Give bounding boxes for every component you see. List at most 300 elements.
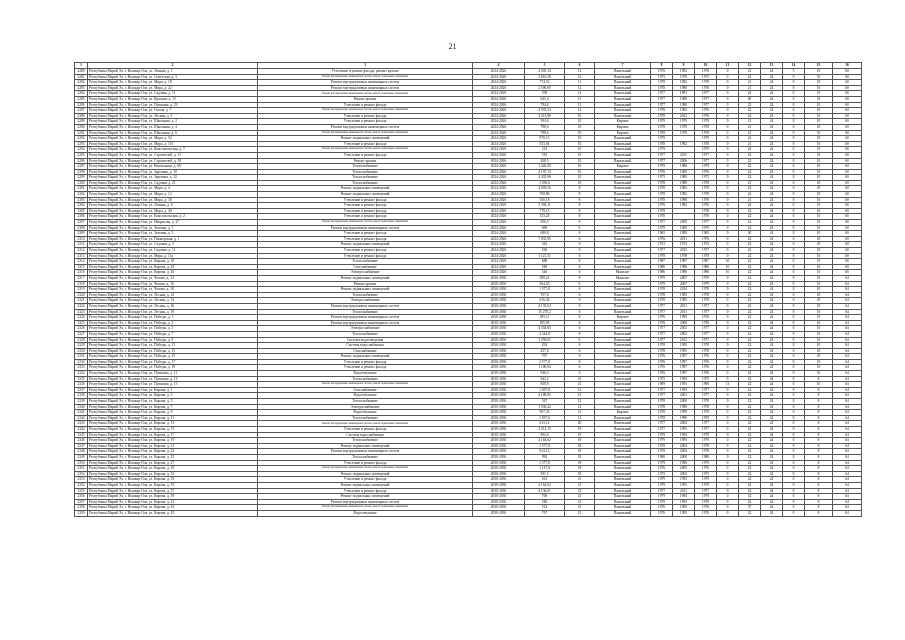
table-cell: 1 147,8 bbox=[525, 466, 565, 472]
table-cell: 1995 bbox=[673, 315, 695, 321]
table-cell: 24 bbox=[761, 119, 783, 125]
table-cell: 60 bbox=[833, 208, 862, 214]
table-cell: 1 056,6 bbox=[525, 180, 565, 186]
column-header: 3 bbox=[258, 63, 473, 69]
table-cell: 22 bbox=[739, 292, 761, 298]
table-cell: 1977 bbox=[695, 309, 717, 315]
table-cell: Республика Марий Эл, г. Йошкар-Ола, ул. Мира, д. 40 bbox=[88, 208, 258, 214]
table-cell: 24 bbox=[761, 85, 783, 91]
table-cell: 0 bbox=[783, 477, 805, 483]
table-cell: 1978 bbox=[695, 449, 717, 455]
table-cell: 1985 bbox=[673, 298, 695, 304]
table-cell: 2024-2026 bbox=[473, 236, 525, 242]
table-cell: 2024-2026 bbox=[473, 180, 525, 186]
table-cell: 24 bbox=[761, 505, 783, 511]
table-cell: 0 bbox=[717, 102, 739, 108]
table-cell: 1978 bbox=[695, 415, 717, 421]
table-cell: Электроснабжение bbox=[258, 404, 473, 410]
table-cell: 22 bbox=[739, 348, 761, 354]
table-cell: 1 577,8 bbox=[525, 460, 565, 466]
table-cell: 64 bbox=[833, 494, 862, 500]
table-cell: 0 bbox=[717, 415, 739, 421]
table-cell: 4 197,13 bbox=[525, 169, 565, 175]
table-cell: Теплоснабжение bbox=[258, 399, 473, 405]
table-cell: 24 bbox=[761, 421, 783, 427]
table-cell: 8 bbox=[805, 505, 833, 511]
table-cell: Республика Марий Эл, г. Йошкар-Ола, ул. Лесная, д. 16 bbox=[88, 303, 258, 309]
table-cell: 5 bbox=[783, 69, 805, 75]
table-cell: 2315 bbox=[75, 264, 88, 270]
table-cell: 0 bbox=[783, 169, 805, 175]
table-cell: 22 bbox=[739, 510, 761, 516]
table-cell: 1977 bbox=[651, 152, 673, 158]
table-cell: 10 bbox=[805, 74, 833, 80]
table-cell: 21 bbox=[739, 197, 761, 203]
table-cell: Утепление и ремонт фасада bbox=[258, 152, 473, 158]
table-cell: 2316 bbox=[75, 270, 88, 276]
table-cell: 2030-2030 bbox=[473, 482, 525, 488]
table-cell: 64 bbox=[833, 471, 862, 477]
page-number: 21 bbox=[448, 42, 457, 51]
table-cell: 2000 bbox=[673, 454, 695, 460]
table-cell: 4 003,56 bbox=[525, 186, 565, 192]
table-cell: 24 bbox=[761, 477, 783, 483]
table-cell: 24 bbox=[761, 220, 783, 226]
table-cell: 24 bbox=[761, 343, 783, 349]
table-cell: 0 bbox=[717, 387, 739, 393]
table-cell: Ремонт подвальных помещений bbox=[258, 494, 473, 500]
table-cell: Панельный bbox=[595, 432, 651, 438]
table-cell: 0 bbox=[783, 454, 805, 460]
table-cell: 0 bbox=[783, 152, 805, 158]
table-cell: 60 bbox=[833, 102, 862, 108]
table-cell: 10 bbox=[565, 141, 595, 147]
table-cell: 1975 bbox=[695, 376, 717, 382]
table-cell: 24 bbox=[761, 264, 783, 270]
table-cell: 64 bbox=[833, 337, 862, 343]
table-cell: 1978 bbox=[651, 253, 673, 259]
table-cell: Утепление и ремонт фасада bbox=[258, 102, 473, 108]
table-cell: 24 bbox=[761, 208, 783, 214]
table-cell: Ремонт внутридомовых инженерных систем, ремонт подвальных помещений bbox=[258, 505, 473, 511]
table-cell: 1979 bbox=[695, 281, 717, 287]
table-cell: 8 bbox=[805, 499, 833, 505]
table-cell: Республика Марий Эл, г. Йошкар-Ола, ул. Кирова, д. 1 bbox=[88, 387, 258, 393]
table-cell: 2030-2030 bbox=[473, 298, 525, 304]
table-cell: 2342 bbox=[75, 415, 88, 421]
table-cell: 774,52 bbox=[525, 80, 565, 86]
table-cell: 2030-2030 bbox=[473, 421, 525, 427]
table-cell: Республика Марий Эл, г. Йошкар-Ола, ул. Победы, д. 11 bbox=[88, 343, 258, 349]
table-cell: Ремонт подвальных помещений bbox=[258, 443, 473, 449]
table-cell: 24 bbox=[761, 270, 783, 276]
table-cell: 1978 bbox=[695, 208, 717, 214]
table-cell: 0 bbox=[717, 147, 739, 153]
table-cell: 2024-2026 bbox=[473, 164, 525, 170]
table-cell: 2015 bbox=[673, 152, 695, 158]
table-cell: 4 334,83 bbox=[525, 326, 565, 332]
table-cell: Республика Марий Эл, г. Йошкар-Ола, ул. Гоголя, д. 7 bbox=[88, 108, 258, 114]
table-cell: 64 bbox=[833, 320, 862, 326]
table-cell: 2336 bbox=[75, 382, 88, 388]
table-cell: 1975 bbox=[651, 471, 673, 477]
table-cell: 1975 bbox=[651, 376, 673, 382]
table-cell: 543 bbox=[525, 242, 565, 248]
table-cell: 8 bbox=[805, 393, 833, 399]
table-cell: 3 394,11 bbox=[525, 203, 565, 209]
table-cell: 2348 bbox=[75, 449, 88, 455]
table-cell: 22 bbox=[739, 113, 761, 119]
table-cell: 22 bbox=[739, 303, 761, 309]
table-cell: Республика Марий Эл, г. Йошкар-Ола, ул. Мира, д. 4 bbox=[88, 186, 258, 192]
table-cell: 0 bbox=[783, 471, 805, 477]
table-cell: 2332 bbox=[75, 359, 88, 365]
table-cell: Республика Марий Эл, г. Йошкар-Ола, ул. Кирова, д. 39 bbox=[88, 494, 258, 500]
table-cell: Республика Марий Эл, г. Йошкар-Ола, ул. Комсомольская, д. 2 bbox=[88, 214, 258, 220]
table-cell: Панельный bbox=[595, 203, 651, 209]
table-cell: 1993 bbox=[673, 482, 695, 488]
table-cell: 1982 bbox=[673, 69, 695, 75]
table-cell: Ремонт внутридомовых инженерных систем, ремонт подвальных помещений bbox=[258, 220, 473, 226]
table-cell: 2007 bbox=[673, 281, 695, 287]
table-cell: 2030-2030 bbox=[473, 387, 525, 393]
table-cell: 1976 bbox=[695, 371, 717, 377]
table-cell: 6 bbox=[565, 242, 595, 248]
table-cell: 2290 bbox=[75, 124, 88, 130]
table-cell: 60 bbox=[833, 108, 862, 114]
table-cell: Водоотведение bbox=[258, 371, 473, 377]
table-cell: 2298 bbox=[75, 169, 88, 175]
table-cell: 60 bbox=[833, 158, 862, 164]
table-cell: 1977 bbox=[695, 91, 717, 97]
table-cell: 6 bbox=[565, 337, 595, 343]
table-cell: 0 bbox=[783, 292, 805, 298]
table-cell: Панельный bbox=[595, 326, 651, 332]
table-cell: 10 bbox=[565, 119, 595, 125]
table-cell: 6 bbox=[565, 365, 595, 371]
table-container bbox=[74, 62, 862, 517]
table-cell: 24 bbox=[761, 113, 783, 119]
table-cell: 1969 bbox=[651, 382, 673, 388]
table-cell: 1987 bbox=[673, 259, 695, 265]
table-cell: 1977 bbox=[695, 337, 717, 343]
table-cell: 1996 bbox=[673, 460, 695, 466]
table-cell: 2337 bbox=[75, 387, 88, 393]
table-cell: 1977 bbox=[651, 248, 673, 254]
table-cell: Утепление и ремонт фасада bbox=[258, 488, 473, 494]
table-cell: 1976 bbox=[695, 505, 717, 511]
table-cell: 64 bbox=[833, 415, 862, 421]
table-cell: 0 bbox=[783, 382, 805, 388]
table-cell: 0 bbox=[783, 510, 805, 516]
table-cell: Республика Марий Эл, г. Йошкар-Ола, ул. Кирова, д. 19 bbox=[88, 438, 258, 444]
table-cell: 2030-2030 bbox=[473, 494, 525, 500]
table-cell: 32 bbox=[739, 494, 761, 500]
table-cell: Кирпич bbox=[595, 124, 651, 130]
table-cell: 2024-2026 bbox=[473, 85, 525, 91]
table-cell: 2350 bbox=[75, 460, 88, 466]
table-cell: Панельный bbox=[595, 292, 651, 298]
table-cell: 24 bbox=[761, 460, 783, 466]
table-cell: 0 bbox=[783, 130, 805, 136]
table-cell: 22 bbox=[739, 443, 761, 449]
table-cell: 2343 bbox=[75, 421, 88, 427]
table-cell: 10 bbox=[805, 208, 833, 214]
table-cell: 1978 bbox=[695, 443, 717, 449]
table-cell: 2011 bbox=[673, 236, 695, 242]
table-cell: 1977 bbox=[695, 387, 717, 393]
table-cell: 18 bbox=[565, 438, 595, 444]
column-header: 13 bbox=[761, 63, 783, 69]
table-cell: 10 bbox=[805, 298, 833, 304]
table-cell: 6 bbox=[565, 348, 595, 354]
table-cell: 0 bbox=[717, 69, 739, 75]
table-cell: Ремонт подвальных помещений bbox=[258, 354, 473, 360]
table-cell: 1978 bbox=[695, 287, 717, 293]
table-cell: 0 bbox=[783, 303, 805, 309]
table-cell: 64 bbox=[833, 326, 862, 332]
table-cell: 1 558,01 bbox=[525, 337, 565, 343]
table-cell: Республика Марий Эл, г. Йошкар-Ола, ул. Кирова, д. 41 bbox=[88, 499, 258, 505]
table-cell: 10 bbox=[805, 320, 833, 326]
table-cell: 1978 bbox=[651, 449, 673, 455]
table-cell: 2303 bbox=[75, 197, 88, 203]
table-cell: 1985 bbox=[673, 231, 695, 237]
table-cell: 0 bbox=[717, 85, 739, 91]
table-cell: 22 bbox=[739, 259, 761, 265]
table-cell: Республика Марий Эл, г. Йошкар-Ола, ул. Кирова, д. 43 bbox=[88, 505, 258, 511]
table-cell: 185,95 bbox=[525, 320, 565, 326]
table-cell: 2030-2030 bbox=[473, 499, 525, 505]
table-cell: 2313 bbox=[75, 253, 88, 259]
table-cell: Панельный bbox=[595, 91, 651, 97]
table-cell: 64 bbox=[833, 488, 862, 494]
table-cell: 2024-2026 bbox=[473, 113, 525, 119]
table-cell: 0 bbox=[783, 315, 805, 321]
table-cell: 10 bbox=[565, 180, 595, 186]
table-cell: 0 bbox=[783, 96, 805, 102]
table-cell: Ремонт подвальных помещений bbox=[258, 471, 473, 477]
table-cell: Ремонт кровли bbox=[258, 96, 473, 102]
column-header: 12 bbox=[739, 63, 761, 69]
table-cell: 2357 bbox=[75, 499, 88, 505]
table-cell: 1997 bbox=[673, 371, 695, 377]
table-cell: 1975 bbox=[695, 74, 717, 80]
table-cell: 1985 bbox=[673, 175, 695, 181]
table-cell: Республика Марий Эл, г. Йошкар-Ола, ул. Садовая, д. 11 bbox=[88, 91, 258, 97]
table-cell: 22 bbox=[739, 91, 761, 97]
table-cell: 22 bbox=[739, 147, 761, 153]
table-cell: 24 bbox=[761, 175, 783, 181]
table-cell: 1976 bbox=[695, 365, 717, 371]
table-cell: Газоснабжение bbox=[258, 264, 473, 270]
table-cell: 10 bbox=[805, 292, 833, 298]
table-cell: Утепление и ремонт фасада bbox=[258, 248, 473, 254]
table-cell: 0 bbox=[717, 113, 739, 119]
table-cell: 1977 bbox=[651, 337, 673, 343]
table-cell: Республика Марий Эл, г. Йошкар-Ола, ул. Пушкина, д. 13 bbox=[88, 376, 258, 382]
table-cell: 0 bbox=[783, 371, 805, 377]
table-cell: 22 bbox=[739, 393, 761, 399]
table-cell: Кирпич bbox=[595, 410, 651, 416]
table-cell: 4 435,96 bbox=[525, 175, 565, 181]
table-cell: 2352 bbox=[75, 471, 88, 477]
table-cell: 1978 bbox=[695, 298, 717, 304]
table-cell: 0 bbox=[783, 427, 805, 433]
table-cell: 24 bbox=[761, 499, 783, 505]
table-cell: 1978 bbox=[651, 130, 673, 136]
table-cell: 10 bbox=[805, 108, 833, 114]
table-cell: 794,6 bbox=[525, 102, 565, 108]
table-cell: 1979 bbox=[695, 275, 717, 281]
table-cell: Панельный bbox=[595, 259, 651, 265]
table-cell: 3 616,58 bbox=[525, 74, 565, 80]
table-cell: 64 bbox=[833, 505, 862, 511]
table-cell: 530,18 bbox=[525, 197, 565, 203]
table-cell: Теплоснабжение bbox=[258, 164, 473, 170]
table-cell: 536 bbox=[525, 248, 565, 254]
table-cell: 591,5 bbox=[525, 471, 565, 477]
table-cell: 24 bbox=[761, 454, 783, 460]
table-cell: 2024-2026 bbox=[473, 119, 525, 125]
table-cell: Ремонт внутридомовых инженерных систем, ремонт подвальных помещений bbox=[258, 382, 473, 388]
table-cell: 0 bbox=[783, 164, 805, 170]
table-cell: 11 bbox=[565, 102, 595, 108]
table-cell: 60 bbox=[833, 180, 862, 186]
table-cell: 2011 bbox=[673, 488, 695, 494]
table-cell: 10 bbox=[805, 275, 833, 281]
table-cell: 21 bbox=[739, 85, 761, 91]
table-cell: 18 bbox=[565, 443, 595, 449]
table-cell: 2030-2030 bbox=[473, 488, 525, 494]
table-cell: 1975 bbox=[695, 471, 717, 477]
table-cell: Республика Марий Эл, г. Йошкар-Ола, ул. Чехова, д. 18 bbox=[88, 287, 258, 293]
table-cell: 0 bbox=[783, 220, 805, 226]
table-cell: Панельный bbox=[595, 443, 651, 449]
table-cell: 1979 bbox=[695, 119, 717, 125]
table-cell: 0 bbox=[783, 102, 805, 108]
table-cell: 1977 bbox=[651, 393, 673, 399]
table-cell: Панельный bbox=[595, 387, 651, 393]
column-header: 14 bbox=[783, 63, 805, 69]
table-cell: 1982 bbox=[673, 108, 695, 114]
table-cell: 60 bbox=[833, 124, 862, 130]
table-cell: Республика Марий Эл, г. Йошкар-Ола, ул. Кирова, д. 24 bbox=[88, 264, 258, 270]
table-cell: 37 bbox=[739, 505, 761, 511]
table-cell: 12 bbox=[565, 410, 595, 416]
table-cell: 24 bbox=[761, 510, 783, 516]
table-cell: 2339 bbox=[75, 399, 88, 405]
table-cell: Республика Марий Эл, г. Йошкар-Ола, ул. Кирова, д. 7 bbox=[88, 404, 258, 410]
table-cell: 22 bbox=[739, 164, 761, 170]
table-cell: 64 bbox=[833, 404, 862, 410]
table-cell: 22 bbox=[739, 220, 761, 226]
table-cell: 1979 bbox=[651, 477, 673, 483]
table-cell: 24 bbox=[761, 248, 783, 254]
table-cell: 2296 bbox=[75, 158, 88, 164]
table-cell: 0 bbox=[717, 348, 739, 354]
table-cell: 10 bbox=[805, 197, 833, 203]
table-cell: 1982 bbox=[673, 141, 695, 147]
table-cell: 21 bbox=[565, 382, 595, 388]
table-cell: 60 bbox=[833, 141, 862, 147]
table-cell: 1993 bbox=[673, 376, 695, 382]
table-cell: 10 bbox=[805, 359, 833, 365]
table-cell: 519 bbox=[525, 152, 565, 158]
table-cell: 60 bbox=[833, 69, 862, 75]
table-cell: 18 bbox=[565, 466, 595, 472]
table-cell: 2338 bbox=[75, 393, 88, 399]
table-cell: 1 536,42 bbox=[525, 404, 565, 410]
table-cell: 0 bbox=[783, 348, 805, 354]
table-cell: 2007 bbox=[673, 275, 695, 281]
table-cell: 22 bbox=[739, 214, 761, 220]
table-cell: 8 bbox=[805, 404, 833, 410]
table-cell: Панельный bbox=[595, 236, 651, 242]
table-cell: 60 bbox=[833, 253, 862, 259]
table-cell: 22 bbox=[739, 354, 761, 360]
table-cell: 64 bbox=[833, 466, 862, 472]
table-cell: 564,55 bbox=[525, 281, 565, 287]
table-cell: Республика Марий Эл, г. Йошкар-Ола, ул. Лесная, д. 14 bbox=[88, 298, 258, 304]
table-cell: 2024-2026 bbox=[473, 175, 525, 181]
table-cell: Республика Марий Эл, г. Йошкар-Ола, ул. Заречная, д. 12 bbox=[88, 175, 258, 181]
table-cell: 1978 bbox=[673, 74, 695, 80]
table-cell: Республика Марий Эл, г. Йошкар-Ола, ул. Кирова, д. 33 bbox=[88, 477, 258, 483]
table-cell: 2293 bbox=[75, 141, 88, 147]
table-cell: 1978 bbox=[695, 113, 717, 119]
table-cell: 10 bbox=[805, 85, 833, 91]
table-cell: 60 bbox=[833, 152, 862, 158]
table-cell: 64 bbox=[833, 275, 862, 281]
table-cell: 1977 bbox=[695, 248, 717, 254]
table-cell: 24 bbox=[761, 466, 783, 472]
table-cell: 992 bbox=[525, 454, 565, 460]
table-cell: 1976 bbox=[695, 359, 717, 365]
table-cell: 1977 bbox=[651, 91, 673, 97]
table-cell: 1999 bbox=[673, 410, 695, 416]
table-cell: 2030-2030 bbox=[473, 275, 525, 281]
table-cell: 1997 bbox=[673, 359, 695, 365]
table-cell: Республика Марий Эл, г. Йошкар-Ола, ул. Садовая, д. 21 bbox=[88, 180, 258, 186]
table-cell: Панельный bbox=[595, 158, 651, 164]
table-cell: 2030-2030 bbox=[473, 510, 525, 516]
table-cell: 6 bbox=[565, 359, 595, 365]
table-cell: Утепление и ремонт фасада bbox=[258, 236, 473, 242]
table-cell: 2310 bbox=[75, 236, 88, 242]
table-cell: 1979 bbox=[651, 460, 673, 466]
table-cell: 22 bbox=[739, 365, 761, 371]
table-cell: 10 bbox=[805, 147, 833, 153]
table-cell: 6 bbox=[565, 303, 595, 309]
table-cell: 0 bbox=[717, 432, 739, 438]
table-cell: 213 bbox=[525, 147, 565, 153]
table-cell: Республика Марий Эл, г. Йошкар-Ола, ул. Мира, д. 11а bbox=[88, 253, 258, 259]
table-cell: 0 bbox=[783, 281, 805, 287]
table-cell: 1979 bbox=[651, 164, 673, 170]
table-cell: 10 bbox=[717, 270, 739, 276]
table-cell: 2024-2026 bbox=[473, 158, 525, 164]
table-cell: 22 bbox=[739, 387, 761, 393]
table-cell: 2321 bbox=[75, 298, 88, 304]
table-cell: 2005 bbox=[673, 466, 695, 472]
table-cell: 2003 bbox=[673, 471, 695, 477]
table-cell: 2024-2026 bbox=[473, 186, 525, 192]
table-cell: Ремонт внутридомовых инженерных систем, ремонт подвальных помещений bbox=[258, 91, 473, 97]
table-cell: 2306 bbox=[75, 214, 88, 220]
table-cell: Республика Марий Эл, г. Йошкар-Ола, ул. Красная, д. 15 bbox=[88, 96, 258, 102]
table-cell: Утепление и ремонт фасада bbox=[258, 141, 473, 147]
